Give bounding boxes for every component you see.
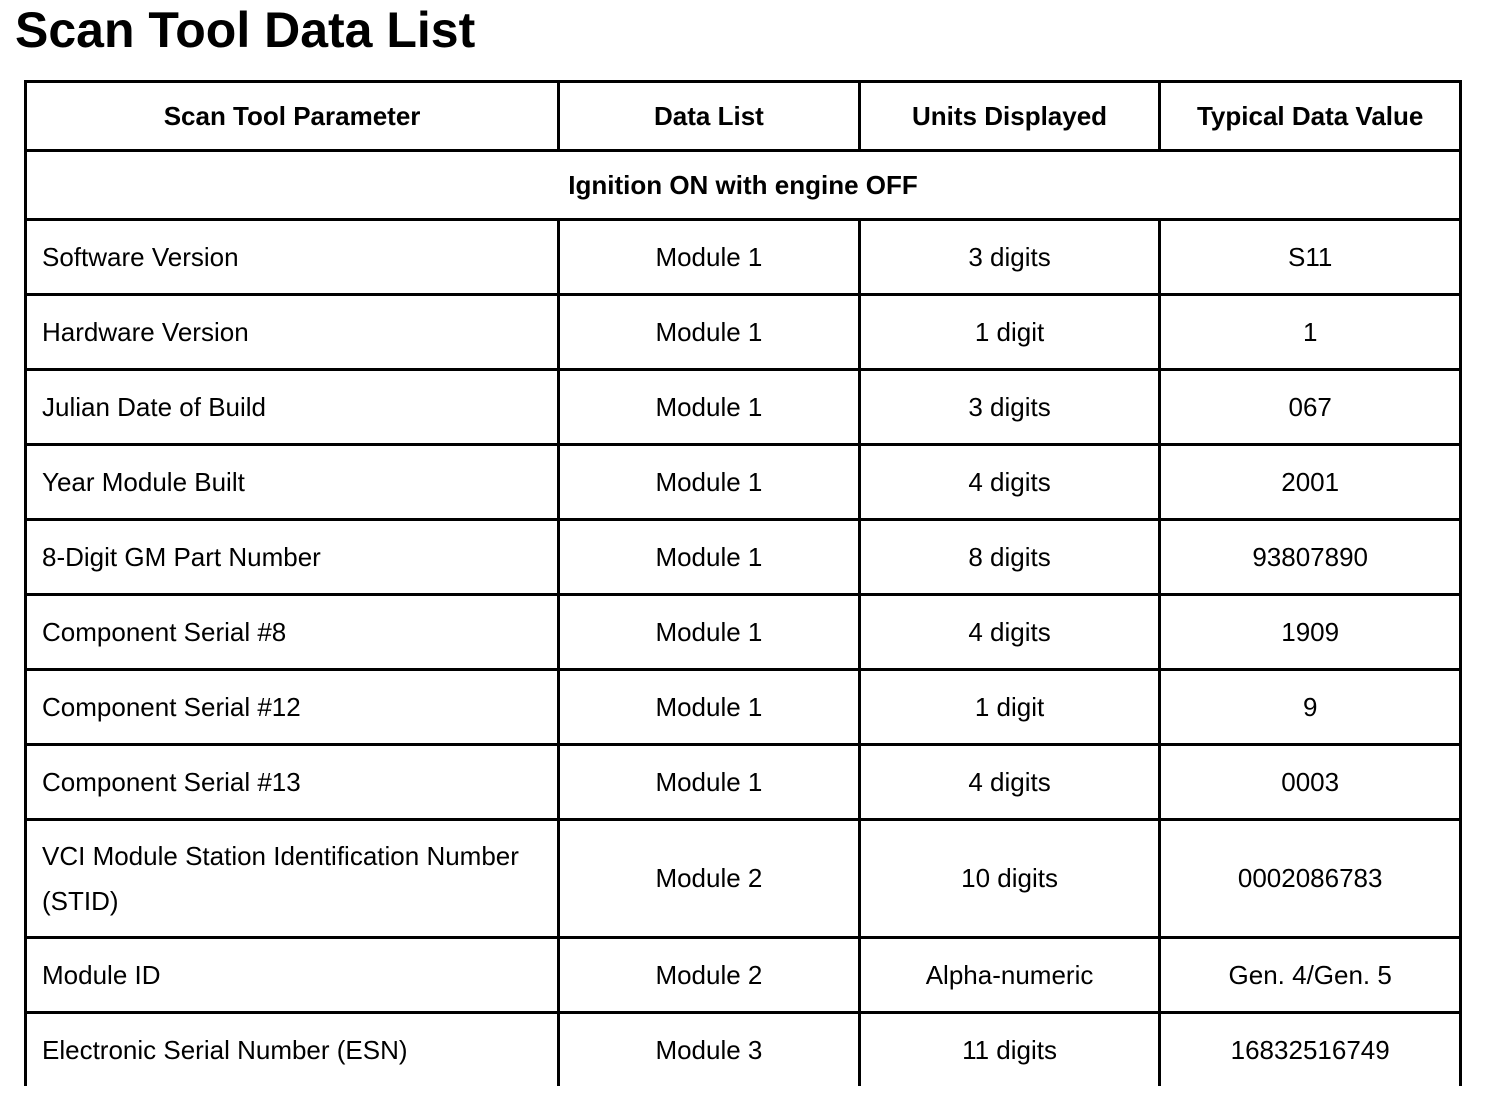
- typical-value-cell: S11: [1160, 220, 1461, 295]
- units-cell: 4 digits: [859, 445, 1160, 520]
- data-list-cell: Module 1: [559, 745, 860, 820]
- units-cell: 4 digits: [859, 745, 1160, 820]
- units-cell: 3 digits: [859, 370, 1160, 445]
- header-parameter: Scan Tool Parameter: [26, 82, 559, 151]
- table-row: [26, 220, 1461, 295]
- data-list-cell: Module 1: [559, 370, 860, 445]
- units-cell: 3 digits: [859, 220, 1160, 295]
- table-row: [26, 670, 1461, 745]
- parameter-cell: Julian Date of Build: [26, 370, 559, 445]
- data-list-cell: Module 2: [559, 938, 860, 1013]
- data-list-cell: Module 1: [559, 220, 860, 295]
- typical-value-cell: Gen. 4/Gen. 5: [1160, 938, 1461, 1013]
- typical-value-cell: 1909: [1160, 595, 1461, 670]
- table-row: [26, 745, 1461, 820]
- units-cell: 10 digits: [859, 820, 1160, 938]
- table-row: [26, 820, 1461, 938]
- units-cell: 1 digit: [859, 670, 1160, 745]
- scan-tool-data-table: [24, 80, 1462, 1086]
- section-label: Ignition ON with engine OFF: [26, 151, 1461, 220]
- data-list-cell: Module 2: [559, 820, 860, 938]
- units-cell: 4 digits: [859, 595, 1160, 670]
- typical-value-cell: 9: [1160, 670, 1461, 745]
- parameter-cell: Component Serial #8: [26, 595, 559, 670]
- data-list-cell: Module 1: [559, 595, 860, 670]
- units-cell: Alpha-numeric: [859, 938, 1160, 1013]
- table-row: [26, 595, 1461, 670]
- table-header-row: [26, 82, 1461, 151]
- parameter-cell: Hardware Version: [26, 295, 559, 370]
- table-row: [26, 370, 1461, 445]
- data-list-cell: Module 3: [559, 1013, 860, 1087]
- typical-value-cell: 16832516749: [1160, 1013, 1461, 1087]
- parameter-cell: Year Module Built: [26, 445, 559, 520]
- data-list-cell: Module 1: [559, 520, 860, 595]
- parameter-cell: Module ID: [26, 938, 559, 1013]
- header-data-list: Data List: [559, 82, 860, 151]
- table-row: [26, 520, 1461, 595]
- parameter-cell: VCI Module Station Identification Number (STID): [26, 820, 559, 938]
- units-cell: 11 digits: [859, 1013, 1160, 1087]
- table-row: [26, 445, 1461, 520]
- parameter-cell: Electronic Serial Number (ESN): [26, 1013, 559, 1087]
- typical-value-cell: 067: [1160, 370, 1461, 445]
- typical-value-cell: 1: [1160, 295, 1461, 370]
- parameter-cell: 8-Digit GM Part Number: [26, 520, 559, 595]
- table-row: [26, 1013, 1461, 1087]
- units-cell: 8 digits: [859, 520, 1160, 595]
- parameter-cell: Component Serial #13: [26, 745, 559, 820]
- header-typical-data-value: Typical Data Value: [1160, 82, 1461, 151]
- page-title: Scan Tool Data List: [15, 2, 476, 58]
- parameter-cell: Software Version: [26, 220, 559, 295]
- table-row: [26, 295, 1461, 370]
- typical-value-cell: 2001: [1160, 445, 1461, 520]
- data-list-cell: Module 1: [559, 295, 860, 370]
- typical-value-cell: 0002086783: [1160, 820, 1461, 938]
- data-list-cell: Module 1: [559, 670, 860, 745]
- units-cell: 1 digit: [859, 295, 1160, 370]
- header-units-displayed: Units Displayed: [859, 82, 1160, 151]
- parameter-cell: Component Serial #12: [26, 670, 559, 745]
- section-row: [26, 151, 1461, 220]
- typical-value-cell: 93807890: [1160, 520, 1461, 595]
- typical-value-cell: 0003: [1160, 745, 1461, 820]
- data-list-cell: Module 1: [559, 445, 860, 520]
- table-row: [26, 938, 1461, 1013]
